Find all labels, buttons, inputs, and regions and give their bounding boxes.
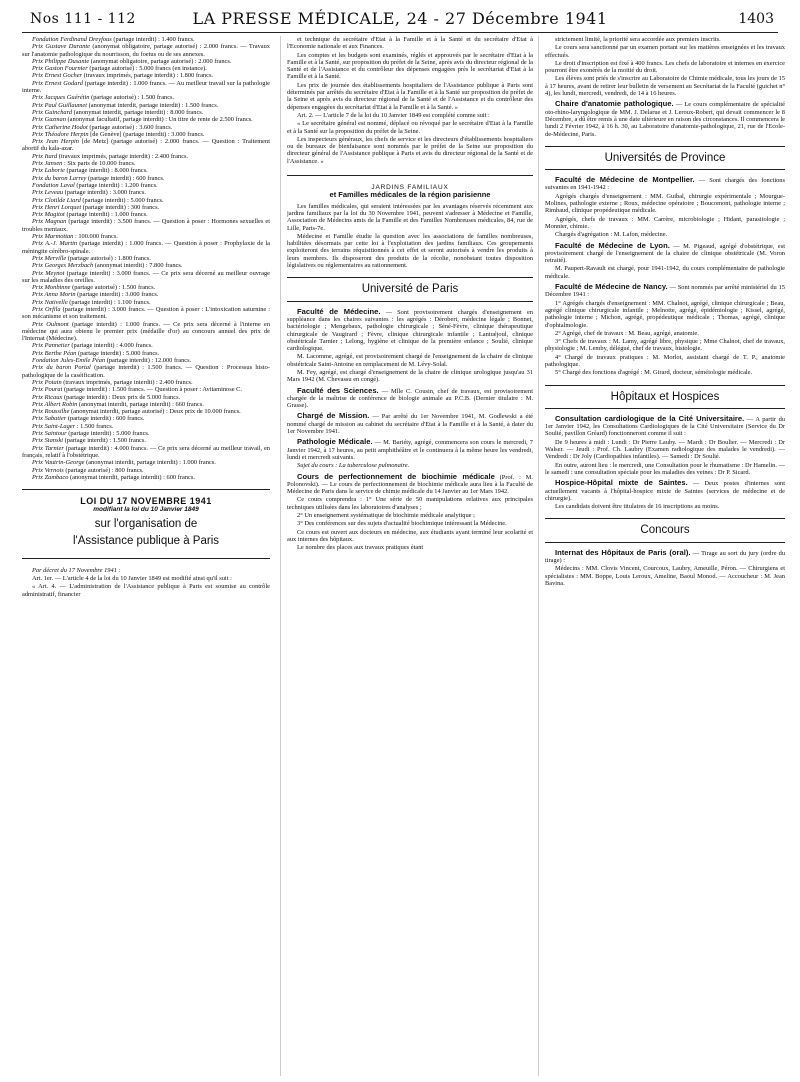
column-3 <box>538 36 785 1076</box>
prize-entry <box>22 291 270 298</box>
saintes-heading: Hospice-Hôpital mixte de Saintes. <box>555 478 688 488</box>
cardio-heading: Consultation cardiologique de la Cité Universitaire. <box>555 413 745 423</box>
prize-entry <box>22 445 270 460</box>
law-heading-2: l'Assistance publique à Paris <box>72 534 220 547</box>
mission-text: — Par arrêté du 1er Novembre 1941, M. Godlewski a été nommé chargé de mission au cabinet du secrétaire d'Etat à la Famille et à la Santé, à dater du 1er Novembre 1941. <box>287 413 533 436</box>
paragraph: M. Lacomme, agrégé, est provisoirement chargé de l'enseignement de la chaire de clinique obstétricale Saint-Antoine en remplacement de M. Lévy-Solal. <box>287 353 533 368</box>
prize-details: (anonymat interdit, partage interdit) : 660 francs. <box>77 400 204 408</box>
paragraph: Ce cours comprendra : 1° Une série de 50 manipulations relatives aux principales techniques utilisées dans les laboratoires d'analyses ; <box>287 496 533 511</box>
prize-details: (anonymat interdit, partage interdit) : 1.000 francs. <box>84 459 216 467</box>
section-universites-province: Universités de Province <box>545 146 785 170</box>
paragraph: et technique du secrétaire d'Etat à la Famille et à la Santé et du secrétaire d'Etat à l'Economie nationale et aux Finances. <box>287 36 533 51</box>
anat-heading: Chaire d'anatomie pathologique. <box>555 99 674 109</box>
prize-entry <box>22 262 270 269</box>
paragraph: De 9 heures à midi : Lundi : Dr Pierre Lauby. — Mardi : Dr Boulier. — Mercredi : Dr Walser. — Jeudi : Prof. Ch. Laubry (Examen radiologique des malades le vendredi). — Vendredi : Dr Joly (Cardiopathies infantiles). — Samedi : Dr Soulié. <box>545 438 785 461</box>
mission-heading: Chargé de Mission. <box>297 411 370 421</box>
prize-list <box>22 36 270 481</box>
section-concours: Concours <box>545 518 785 542</box>
prize-details: [de Genève] (partage interdit) : 3.000 francs. <box>88 130 205 138</box>
prize-entry <box>22 153 270 160</box>
prize-name: Prix Jansen <box>32 160 63 168</box>
lyon-text: — M. Pigeaud, agrégé d'obstétrique, est provisoirement chargé de l'enseignement de la chaire de clinique obstétricale (M. Voron retraité). <box>545 242 785 265</box>
prize-name: Prix Magnan <box>32 218 67 226</box>
anat-text: — Le cours complémentaire de spécialité oto-rhino-laryngologique de MM. J. Delarue et J. Leroux-Robert, qui devait commencer le 8 Décembre, a dû être remis à une date ultérieure en raison des circonstances. Il commencera le lundi 2 Février 1942, à 16 h. 30, au Laboratoire d'anatomie-pathologique, 21, rue de l'Ecole-de-Médecine, Paris. <box>545 101 785 138</box>
prize-entry <box>22 182 270 189</box>
prize-entry <box>22 102 270 109</box>
prize-name: Prix Anna Morin <box>32 291 76 299</box>
prize-name: Prix Laborie <box>32 167 65 175</box>
prize-details: (anonymat facultatif, partage interdit) : Un titre de rente de 2.500 francs. <box>65 116 253 124</box>
prize-name: Prix Jean Herpin <box>32 138 79 146</box>
prize-entry <box>22 80 270 95</box>
prize-entry <box>22 364 270 379</box>
prize-entry <box>22 321 270 343</box>
lyon-heading: Faculté de Médecine de Lyon. <box>555 240 670 250</box>
prize-name: Prix du baron Portal <box>32 364 91 372</box>
nancy-text: — Sont nommés par arrêté ministériel du 15 Décembre 1941 : <box>545 284 785 299</box>
prize-details: (anonymat interdit, partage interdit) : 600 francs. <box>68 473 195 481</box>
prize-name: Prix Berthe Péan <box>32 349 77 357</box>
prize-details: (anonymat interdit, partage interdit) : 8.000 francs. <box>72 108 204 116</box>
prize-name: Prix Magitot <box>32 211 65 219</box>
prize-entry <box>22 36 270 43</box>
law-title: LOI DU 17 NOVEMBRE 1941 <box>80 496 212 507</box>
patho-heading: Pathologie Médicale. <box>297 437 373 447</box>
prize-name: Fondation Jules-Emile Péan <box>32 357 106 365</box>
prize-entry <box>22 109 270 116</box>
paragraph: Les élèves sont priés de s'inscrire au Laboratoire de Chimie médicale, tous les jours de 15 à 17 heures, avant de retirer leur bulletin de versement au Secrétariat de la Faculté (guichet n° 4), les lundi, mercredi, vendredi, de 14 à 16 heures. <box>545 75 785 98</box>
prize-entry <box>22 423 270 430</box>
montpellier-text: — Sont chargés des fonctions suivantes en 1941-1942 : <box>545 177 785 192</box>
prize-details: (partage interdit) : Deux prix de 5.000 francs. <box>62 393 181 401</box>
prize-details: (partage interdit) : 3.000 francs. — Ce prix sera décerné au meilleur ouvrage sur les maladies des oreilles. <box>22 269 270 284</box>
prize-name: Prix Jacques Guérétin <box>32 94 90 102</box>
prize-name: Prix Monbinne <box>32 284 71 292</box>
prize-entry <box>22 65 270 72</box>
fac-sci-heading: Faculté des Sciences. <box>297 385 379 395</box>
prize-entry <box>22 131 270 138</box>
prize-entry <box>22 401 270 408</box>
fac-med-text: — Sont provisoirement chargés d'enseignement en suppléance dans les chaires suivantes : les agrégés : Dérobert, médecine légale ; Bonnet, bactériologie ; Mengebaux, pathologie chirurgicale ; Séné-Fèvre, clinique thérapeutique chirurgicale de Vaugirard ; Fèvre, clinique chirurgicale infantile ; Lantuéjoul, clinique obstétricale Tarnier ; Lelong, hygiène et clinique de la première enfance ; Soulié, clinique cardiologique. <box>287 308 533 353</box>
paragraph: 5° Chargé des fonctions d'agrégé : M. Girard, docteur, séméiologie médicale. <box>555 369 753 377</box>
prize-name: Prix Guzman <box>32 116 66 124</box>
prize-entry <box>22 415 270 422</box>
column-1 <box>22 36 270 1076</box>
prize-details: (partage interdit) : 1.000 francs. — Au meilleur travail sur la pathologie interne. <box>22 79 270 95</box>
prize-entry <box>22 94 270 101</box>
decree-intro: Par décret du 17 Novembre 1941 : <box>32 566 121 574</box>
law-heading-1: sur l'organisation de <box>94 517 198 530</box>
prize-name: Prix Ernest Gocher <box>32 72 83 80</box>
prize-entry <box>22 240 270 255</box>
jardins-heading <box>287 175 533 199</box>
prize-details: (partage interdit) : 12.000 francs. <box>105 357 192 365</box>
prize-details: (partage interdit) : 1.100 francs. <box>67 298 151 306</box>
paragraph: Les candidats doivent être titulaires de 16 inscriptions au moins. <box>555 503 720 511</box>
prize-details: (partage interdit) : 5.000 francs. <box>66 430 150 438</box>
prize-details: (travaux imprimés, partage interdit) : 2.400 francs. <box>57 152 189 160</box>
prize-details: (partage autorisé) : 1.500 francs. <box>70 284 156 292</box>
prize-name: Prix Vautrin-George <box>32 459 85 467</box>
prize-name: Prix Leveau <box>32 189 64 197</box>
page-number: 1403 <box>738 11 774 27</box>
prize-name: Prix Guinchard <box>32 108 73 116</box>
section-universite-paris: Université de Paris <box>287 277 533 301</box>
prize-name: Prix Paul Guillaumet <box>32 101 88 109</box>
prize-entry <box>22 474 270 481</box>
prize-entry <box>22 379 270 386</box>
paragraph: Le droit d'inscription est fixé à 400 francs. Les chefs de laboratoire et internes en exercice pourront être exonérés de la moitié du droit. <box>545 59 785 75</box>
prize-details: (partage interdit) : 300 francs. <box>81 203 160 211</box>
paragraph: 4° Chargé de travaux pratiques : M. Morlot, assistant chargé de T. P., anatomie pathologique. <box>545 353 785 368</box>
prize-entry <box>22 233 270 240</box>
paragraph: Ce cours est ouvert aux docteurs en médecine, aux étudiants ayant terminé leur scolarité et aux internes des hôpitaux. <box>287 528 533 543</box>
prize-details: (travaux imprimés, partage interdit) : 1.800 francs. <box>82 72 214 80</box>
paragraph: En outre, auront lieu : le mercredi, une Consultation pour le rhumatisme : Dr Hamelin. — le samedi : une consultation spéciale pour les maladies des veines : Dr P. Sicard. <box>545 461 785 476</box>
prize-name: Prix Théodore Herpin <box>32 130 89 138</box>
prize-details: (partage interdit) : 1.500 francs. — Question : Processus histo-pathologique de la caséification. <box>22 364 270 379</box>
paragraph: M. Paupert-Ravault est chargé, pour 1941-1942, du cours complémentaire de pathologie médicale. <box>545 265 785 280</box>
cours-heading: Cours de perfectionnement de biochimie médicale <box>297 471 495 481</box>
page-header <box>22 6 778 33</box>
prize-details: (partage interdit) : 3.500 francs. — Question à poser : Hormones sexuelles et troubles mentaux. <box>22 218 270 233</box>
prize-details: (partage interdit) : 3.000 francs. — Question à poser : L'intoxication saturnine : son mécanisme et son traitement. <box>22 305 270 321</box>
column-2 <box>280 36 533 1076</box>
prize-name: Prix Ricaux <box>32 393 63 401</box>
journal-title <box>22 9 778 28</box>
prize-details: (travaux imprimés, partage interdit) : 2.400 francs. <box>61 378 193 386</box>
fac-med-heading: Faculté de Médecine. <box>297 306 381 316</box>
prize-name: Prix Henri Lorquet <box>32 203 82 211</box>
prize-entry <box>22 408 270 415</box>
saintes-text: — Deux postes d'internes sont actuellement vacants à l'hôpital-hospice mixte de Saintes (services de médecine et de chirurgie). <box>545 480 785 502</box>
section-hopitaux: Hôpitaux et Hospices <box>545 385 785 409</box>
prize-name: Prix Pourat <box>32 386 63 394</box>
prize-details: (anonymat obligatoire, partage autorisé) : 2.000 francs. — Travaux sur l'anatomie pathologique du nourrisson, du foetus ou de ses annexes. <box>22 43 270 58</box>
decree-article-1: Art. 1er. — L'article 4 de la loi du 10 Janvier 1849 est modifié ainsi qu'il suit : <box>32 575 232 582</box>
paragraph: Art. 2. — L'article 7 de la loi du 10 Janvier 1849 est complété comme suit : <box>297 111 490 119</box>
prize-details: (partage interdit) : 1.000 francs. <box>64 211 148 219</box>
prize-details: (partage interdit) : 3.000 francs. <box>63 189 146 197</box>
prize-details: (partage interdit) : 4.000 francs. — Ce prix sera décerné au meilleur travail, en français, relatif à l'obstétrique. <box>22 444 270 459</box>
prize-details: (partage autorisé) : 5.000 francs (en instance). <box>87 65 207 73</box>
prize-name: Prix Oulmont <box>32 320 69 328</box>
prize-name: Prix Stanski <box>32 437 64 445</box>
prize-entry <box>22 116 270 123</box>
prize-entry <box>22 124 270 131</box>
prize-details: (partage interdit) : 3.000 francs. <box>75 291 159 299</box>
prize-details: (partage interdit) : 5.000 francs. <box>76 349 160 357</box>
prize-name: Prix Orfila <box>32 305 61 313</box>
prize-entry <box>22 58 270 65</box>
patho-sujet: Sujet du cours : La tuberculose pulmonaire. <box>297 462 410 470</box>
paragraph: Médecine et Famille étudie la question avec les associations de familles nombreuses, habilitées désormais par cette loi à l'exploitation des jardins familiaux. Ces groupements exploiteront des terrains réquisitionnés à cet effet et seront autorisés à vendre les produits à leurs membres. Ils disposeront des produits de la récolte, nonobstant toutes disposition législatives ou réglementaires au rationnement. <box>287 232 533 270</box>
prize-entry <box>22 459 270 466</box>
cardio-text: — A partir du 1er Janvier 1942, les Consultations Cardiologiques de la Cité Universitaire (Service du Dr Soulié, pavillon Gréard) fonctionneront comme il suit : <box>545 415 785 438</box>
paragraph: 3° Des conférences sur des sujets d'actualité biochimique intéressant la Médecine. <box>297 520 507 528</box>
prize-entry <box>22 394 270 401</box>
prize-details: (anonymat interdit, partage autorisé) : Deux prix de 10.000 francs. <box>69 408 241 416</box>
prize-name: Prix Tarnier <box>32 444 64 452</box>
prize-entry <box>22 72 270 79</box>
prize-name: Prix Catherine Hodot <box>32 123 88 131</box>
prize-name: Prix Saintour <box>32 430 67 438</box>
prize-name: Prix Itard <box>32 152 58 160</box>
prize-details: (partage interdit) : 1.000 francs. — Ce prix sera décerné à l'interne en médecine qui aura obtenu le premier prix (médaille d'or) au concours annuel des prix de l'Internat (Médecine). <box>22 320 270 343</box>
prize-details: (partage interdit) : 1.500 francs. — Question à poser : Avitaminose C. <box>62 386 243 394</box>
prize-details: (partage interdit) : 1.400 francs. <box>111 36 195 43</box>
prize-details: : 1.500 francs. <box>75 422 114 430</box>
prize-entry <box>22 218 270 233</box>
paragraph: 3° Chefs de travaux : M. Lamy, agrégé libre, physique ; Mme Chalnot, chef de travaux, physiologie ; M. Lemby, délégué, chef de travaux, histologie. <box>545 338 785 353</box>
prize-details: (anonymat interdit) : 7.800 francs. <box>93 262 183 270</box>
paragraph: Agrégés, chefs de travaux : MM. Carrère, microbiologie ; Hidant, parasitologie ; Monnier, chimie. <box>545 215 785 230</box>
prize-entry <box>22 342 270 349</box>
issue-date: 24 - 27 Décembre 1941 <box>406 9 608 28</box>
prize-name: Prix Zambaco <box>32 473 69 481</box>
nancy-heading: Faculté de Médecine de Nancy. <box>555 282 668 292</box>
jardins-subtitle: et Familles médicales de la région parisienne <box>329 190 491 200</box>
prize-entry <box>22 138 270 153</box>
prize-details: (partage autorisé) : 3.600 francs. <box>87 123 173 131</box>
jardins-title: JARDINS FAMILIAUX <box>371 184 449 192</box>
prize-name: Prix Ernest Godard <box>32 79 83 87</box>
prize-name: Prix Meynot <box>32 269 65 277</box>
montpellier-heading: Faculté de Médecine de Montpellier. <box>555 175 695 185</box>
paragraph: Les inspecteurs généraux, les chefs de service et les directeurs d'établissements hospitaliers ou de bureaux de bienfaisance sont nommés par le préfet de la Seine sur proposition du directeur général de l'Assistance publique à Paris et avis du directeur régional de la Santé et de l'Assistance. » <box>287 135 533 165</box>
prize-name: Prix Albert Robin <box>32 400 78 408</box>
prize-entry <box>22 167 270 174</box>
internat-text: — Tirage au sort du jury (ordre du tirage) : <box>545 549 785 565</box>
prize-entry <box>22 299 270 306</box>
prize-name: Prix A.-J. Martin <box>32 240 78 248</box>
cours-text: (Prof. : M. Polonovski). — Le cours de perfectionnement de biochimie médicale aura lieu à la Faculté de Médecine de Paris dans le service de chimie médicale du 14 Janvier au 1er Mars 1942. <box>287 473 533 496</box>
prize-details: (partage autorisé) : 1.500 francs. <box>89 94 175 102</box>
prize-name: Prix Vernois <box>32 466 64 474</box>
law-subtitle: modifiant la loi du 10 Janvier 1849 <box>93 506 199 514</box>
prize-name: Prix Potain <box>32 378 62 386</box>
prize-entry <box>22 437 270 444</box>
prize-name: Prix Roussilhe <box>32 408 70 416</box>
prize-name: Prix du baron Larrey <box>32 174 87 182</box>
prize-name: Prix Marmottan <box>32 233 74 241</box>
prize-name: Prix Merville <box>32 254 67 262</box>
prize-details: (anonymat obligatoire, partage autorisé) : 2.000 francs. <box>89 57 232 65</box>
paragraph: Les prix de journée des établissements hospitaliers de l'Assistance publique à Paris sont déterminés par arrêtés du secrétaire d'Etat à la Famille et à la Santé sur proposition du préfet de la Seine et après avis du directeur régional de la Santé et de l'Assistance et du contrôleur des dépenses engagées du secrétariat d'Etat à la Famille et à la Santé. » <box>287 81 533 111</box>
prize-details: (partage interdit) : 1.200 francs. <box>74 181 158 189</box>
internat-heading: Internat des Hôpitaux de Paris (oral). <box>555 547 691 557</box>
prize-entry <box>22 43 270 58</box>
paragraph: Médecins : MM. Clovis Vincent, Courcoux, Laubry, Ameuille, Péron. — Chirurgiens et spécialistes : MM. Boppe, Louis Leroux, Ameline, Baoul Monod. — Accoucheur : M. Jean Bavina. <box>545 565 785 587</box>
decree-article-4: « Art. 4. — L'administration de l'Assistance publique à Paris est soumise au contrôle administratif, financier <box>22 583 270 598</box>
paragraph: 2° Agrégé, chef de travaux : M. Beau, agrégé, anatomie. <box>555 329 699 337</box>
prize-entry <box>22 204 270 211</box>
prize-name: Prix Clotilde Liard <box>32 196 81 204</box>
prize-details: (partage interdit) : 1.500 francs. <box>63 437 146 445</box>
prize-entry <box>22 197 270 204</box>
prize-details: (partage interdit) : 4.000 francs. <box>69 342 153 350</box>
prize-entry <box>22 189 270 196</box>
issue-number: Nos 111 - 112 <box>30 11 136 27</box>
prize-entry <box>22 160 270 167</box>
paragraph: Chargés d'agrégation : M. Lafon, médecine. <box>555 231 668 239</box>
prize-entry <box>22 350 270 357</box>
prize-entry <box>22 467 270 474</box>
prize-details: (partage interdit) : 5.000 francs. <box>80 196 164 204</box>
prize-name: Fondation Laval <box>32 181 75 189</box>
prize-name: Prix Nativelle <box>32 298 68 306</box>
prize-name: Prix Gustave Durante <box>32 43 91 51</box>
fac-sci-text: — Mlle C. Cousin, chef de travaux, est provisoirement chargée de la maîtrise de conférence de biologie animale au P.C.B. (Dernier titulaire : M. Grasse). <box>287 387 533 410</box>
prize-entry <box>22 270 270 285</box>
paragraph: Agrégés chargés d'enseignement : MM. Guibal, chirurgie expérimentale ; Mourgue-Molines, pathologie externe ; Roux, médecine opératoire ; Boucomont, pathologie interne ; Rimbaud, clinique propédeutique médicale. <box>545 192 785 215</box>
prize-entry <box>22 284 270 291</box>
paragraph: Le nombre des places aux travaux pratiques étant <box>297 544 424 552</box>
prize-details: : 100.000 francs. <box>73 233 118 241</box>
paragraph: strictement limité, la priorité sera accordée aux premiers inscrits. <box>555 36 721 43</box>
prize-name: Prix Pannetier <box>32 342 70 350</box>
prize-entry <box>22 175 270 182</box>
prize-details: (partage interdit) : 600 francs. <box>86 174 165 182</box>
patho-text: — M. Bariéty, agrégé, commencera son cours le mercredi, 7 Janvier 1942, à 17 heures, au petit amphithéâtre et le continuera à la même heure les vendredi, lundi et mercredi suivants. <box>287 439 533 461</box>
prize-name: Prix Saint-Lager <box>32 422 76 430</box>
prize-name: Prix Georges Merzbach <box>32 262 94 270</box>
prize-name: Prix Philippe Dusante <box>32 57 90 65</box>
law-box <box>22 489 270 559</box>
prize-details: (partage interdit) : 1.000 francs. — Question à poser : Prophylaxie de la méningite cérébro-spinale. <box>22 240 270 255</box>
prize-details: (partage autorisé) : 1.800 francs. <box>66 254 151 262</box>
prize-entry <box>22 211 270 218</box>
paragraph: Les familles médicales, qui seraient intéressées par les avantages réservés récemment aux jardins familiaux par la loi du 30 Novembre 1941, peuvent s'adresser à Médecine et Famille, Association de Médecins amis de la Famille et des Familles Nombreuses médicales, 84, rue de Lille, Paris-7e. <box>287 202 533 232</box>
paragraph: Les comptes et les budgets sont examinés, réglés et approuvés par le secrétaire d'Etat à la Famille et à la Santé, sur proposition du préfet de la Seine, après avis du directeur régional de la Santé et de l'Assistance et du contrôleur des dépenses engagées près le secrétariat d'Etat à la Famille et à la Santé. <box>287 51 533 81</box>
paragraph: M. Fey, agrégé, est chargé d'enseignement de la chaire de clinique urologique jusqu'au 31 Mars 1942 (M. Chevassu en congé). <box>287 368 533 384</box>
journal-name: LA PRESSE MÉDICALE, <box>192 9 401 28</box>
prize-entry <box>22 386 270 393</box>
prize-name: Prix Gaston Fournier <box>32 65 88 73</box>
prize-details: (partage autorisé) : 800 francs. <box>63 466 144 474</box>
paragraph: Le cours sera sanctionné par un examen portant sur les matières enseignées et les travaux effectués. <box>545 44 785 59</box>
prize-name: Prix Sabatier <box>32 415 67 423</box>
prize-entry <box>22 306 270 321</box>
prize-details: [de Metz] (partage autorisé) : 2.000 francs. — Question : Traitement abortif du kala-azar. <box>22 138 270 153</box>
prize-entry <box>22 255 270 262</box>
prize-name: Fondation Ferdinand Dreyfous <box>32 36 112 43</box>
prize-details: (partage interdit) : 600 francs. <box>66 415 145 423</box>
prize-entry <box>22 430 270 437</box>
prize-details: : Six parts de 10.000 francs. <box>62 160 136 168</box>
prize-details: (partage interdit) : 8.000 francs. <box>64 167 148 175</box>
prize-details: (anonymat interdit, partage interdit) : 1.500 francs. <box>87 101 219 109</box>
prize-entry <box>22 357 270 364</box>
paragraph: 1° Agrégés chargés d'enseignement : MM. Chalnot, agrégé, clinique chirurgicale ; Beau, agrégé clinique chirurgicale infantile ; Melnotte, agrégé, épidémiologie ; Kissel, agrégé, pathologie interne ; Michon, agrégé, propédeutique médicale ; Thomas, agrégé, clinique d'ophtalmologie. <box>545 299 785 329</box>
paragraph: 2° Un enseignement systématique de biochimie médicale analytique ; <box>297 512 475 520</box>
paragraph: « Le secrétaire général est nommé, déplacé ou révoqué par le secrétaire d'Etat à la Famille et à la Santé sur la proposition du préfet de la Seine. <box>287 120 533 135</box>
